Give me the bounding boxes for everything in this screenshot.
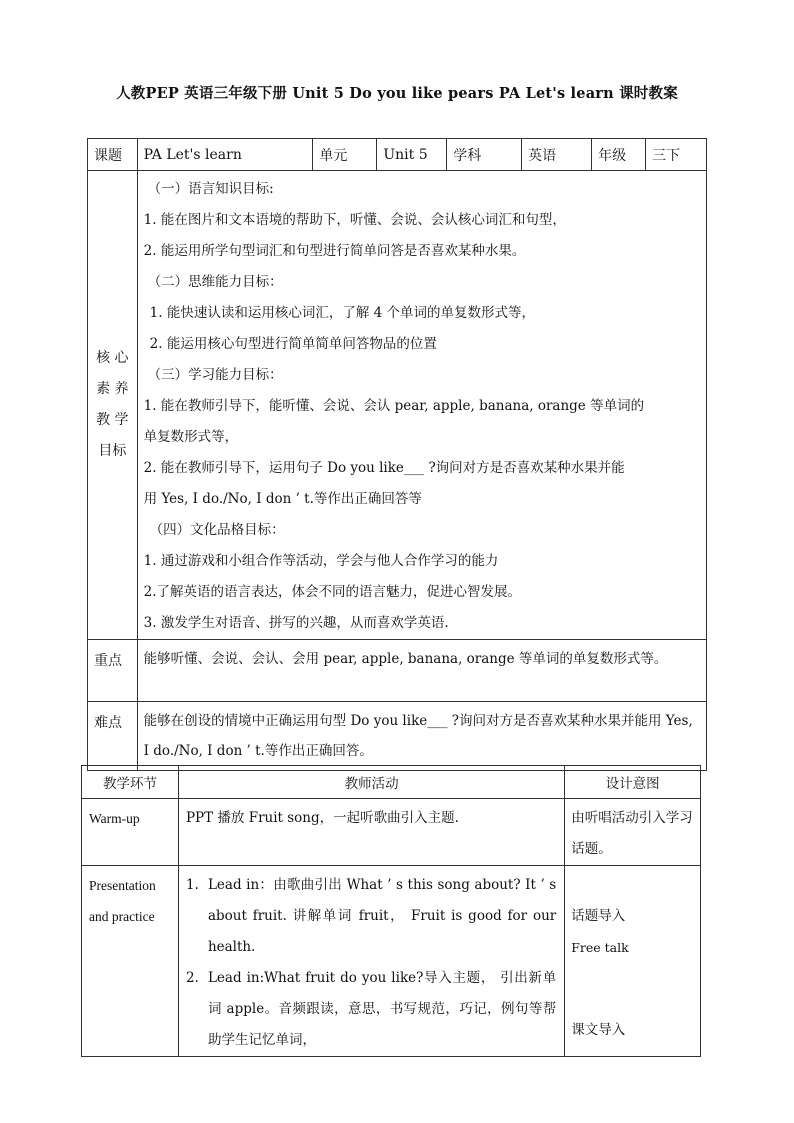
- grade-value: 三下: [646, 139, 707, 171]
- objective-line: （二）思维能力目标：: [147, 274, 283, 290]
- subject-label: 学科: [447, 139, 522, 171]
- objective-line: 1. 能在教师引导下，能听懂、会说、会认 pear, apple, banana, orange 等单词的: [143, 398, 645, 414]
- unit-value: Unit 5: [377, 139, 447, 171]
- intent-line: Free talk: [571, 940, 629, 955]
- document-title: 人教PEP 英语三年级下册 Unit 5 Do you like pears PA Let's learn 课时教案: [116, 85, 678, 102]
- difficult-points-text: 能够在创设的情境中正确运用句型 Do you like___ ?询问对方是否喜欢某种水果并能用 Yes, I do./No, I don ’ t.等作出正确回答。: [137, 702, 706, 771]
- subject-value: 英语: [522, 139, 592, 171]
- list-item: 2. Lead in:What fruit do you like?导入主题， 引出新单词 apple。音频跟读，意思，书写规范，巧记，例句等帮助学生记忆单词，: [185, 970, 557, 1048]
- lesson-value: PA Let's learn: [137, 139, 313, 171]
- warmup-intent: 由听唱活动引入学习话题。: [565, 799, 701, 866]
- teaching-process-table: [81, 765, 701, 1057]
- objective-line: 2. 能运用核心句型进行简单简单问答物品的位置: [149, 336, 437, 352]
- list-item: 1. Lead in：由歌曲引出 What ’ s this song about? It ’ s about fruit. 讲解单词 fruit， Fruit is good for our health.: [185, 877, 557, 955]
- presentation-intent: [565, 866, 701, 1057]
- unit-label: 单元: [313, 139, 377, 171]
- objectives-label: 核 心 素 养 教 学 目标: [88, 171, 138, 640]
- objective-line: （三）学习能力目标：: [147, 367, 283, 383]
- lesson-plan-table: [87, 138, 707, 771]
- grade-label: 年级: [592, 139, 646, 171]
- warmup-activity: PPT 播放 Fruit song，一起听歌曲引入主题.: [178, 799, 564, 866]
- lesson-label: 课题: [88, 139, 138, 171]
- intent-line: 课文导入: [571, 1022, 626, 1038]
- stage-header: 教学环节: [82, 766, 179, 799]
- objective-line: 1. 能在图片和文本语境的帮助下，听懂、会说、会认核心词汇和句型，: [143, 212, 566, 228]
- intent-line: 话题导入: [571, 908, 626, 924]
- objective-line: 2.了解英语的语言表达，体会不同的语言魅力，促进心智发展。: [143, 584, 522, 600]
- objective-line: （一）语言知识目标:: [147, 181, 274, 197]
- objective-line: 1. 通过游戏和小组合作等活动，学会与他人合作学习的能力: [143, 553, 499, 569]
- presentation-activity: [178, 866, 564, 1057]
- presentation-stage: Presentation and practice: [82, 866, 179, 1057]
- key-points-label: 重点: [88, 640, 138, 702]
- objective-line: 1. 能快速认读和运用核心词汇，了解 4 个单词的单复数形式等，: [149, 305, 535, 321]
- objective-line: 用 Yes, I do./No, I don ’ t.等作出正确回答等: [143, 491, 422, 507]
- warmup-stage: Warm-up: [82, 799, 179, 866]
- objective-line: 2. 能在教师引导下，运用句子 Do you like___ ?询问对方是否喜欢某种水果并能: [143, 460, 625, 476]
- difficult-points-label: 难点: [88, 702, 138, 771]
- objective-line: 3. 激发学生对语音、拼写的兴趣，从而喜欢学英语.: [143, 615, 449, 631]
- intent-header: 设计意图: [565, 766, 701, 799]
- objectives-content: [137, 171, 706, 640]
- key-points-text: 能够听懂、会说、会认、会用 pear, apple, banana, orange 等单词的单复数形式等。: [137, 640, 706, 702]
- activity-header: 教师活动: [178, 766, 564, 799]
- objective-line: 2. 能运用所学句型词汇和句型进行简单问答是否喜欢某种水果。: [143, 243, 526, 259]
- objective-line: （四）文化品格目标：: [149, 522, 285, 538]
- objective-line: 单复数形式等，: [143, 429, 239, 445]
